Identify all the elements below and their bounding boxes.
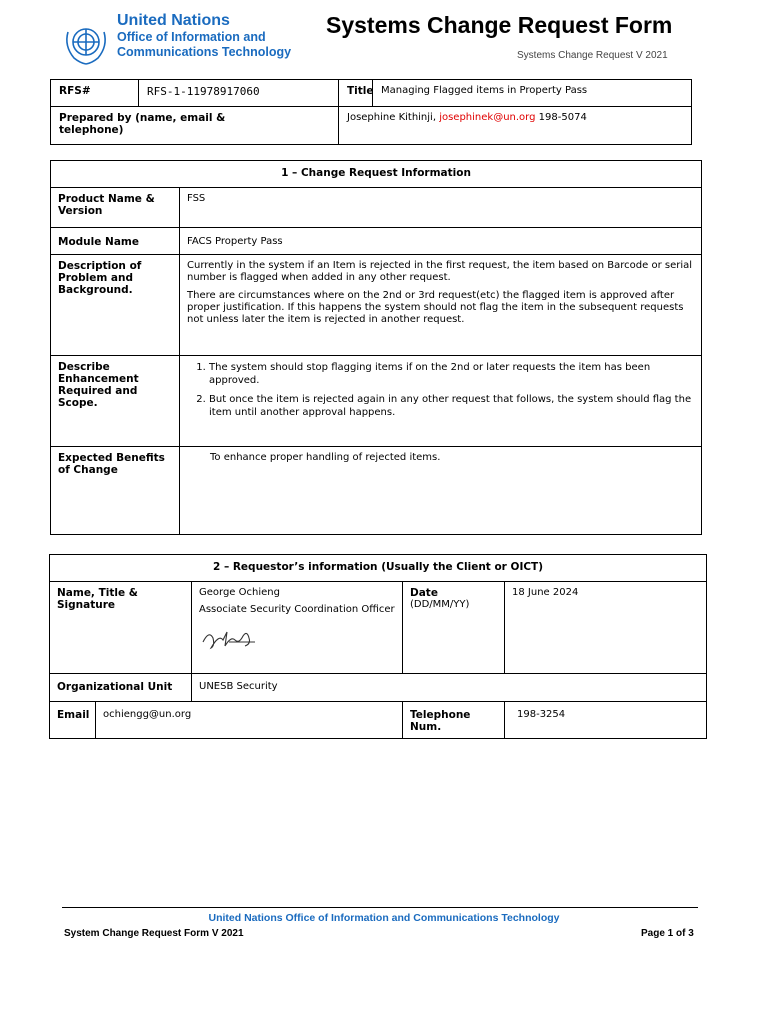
requestor-info-table bbox=[49, 554, 707, 739]
org-office: Office of Information and Communications Technology bbox=[117, 30, 292, 59]
title-value: Managing Flagged items in Property Pass bbox=[373, 80, 692, 107]
description-paragraph: There are circumstances where on the 2nd or 3rd request(etc) the flagged item is approved after proper justification. If this happens the system should not flag the item in the subsequent requests not unless later the item is rejected in another request. bbox=[187, 290, 684, 325]
module-value: FACS Property Pass bbox=[180, 228, 702, 255]
form-version: Systems Change Request V 2021 bbox=[517, 50, 668, 61]
prepared-label: Prepared by (name, email & telephone) bbox=[51, 107, 339, 145]
date-value: 18 June 2024 bbox=[505, 582, 707, 674]
product-value: FSS bbox=[180, 188, 702, 228]
phone-value: 198-3254 bbox=[505, 702, 707, 739]
enhancement-item: 2. But once the item is rejected again in any other request that follows, the system should flag the item until another approval happens. bbox=[209, 393, 694, 419]
benefits-label: Expected Benefits of Change bbox=[51, 447, 180, 535]
description-value bbox=[180, 255, 702, 356]
description-paragraph: Currently in the system if an Item is rejected in the first request, the item based on Barcode or serial number is flagged when added in any other request. bbox=[187, 260, 693, 283]
enhancement-value bbox=[180, 356, 702, 447]
prepared-email-link[interactable]: josephinek@un.org bbox=[439, 112, 536, 123]
change-request-info-table bbox=[50, 160, 702, 535]
page-number: Page 1 of 3 bbox=[641, 928, 694, 939]
description-label: Description of Problem and Background. bbox=[51, 255, 180, 356]
requestor-name: George Ochieng bbox=[199, 587, 280, 598]
prepared-value: Josephine Kithinji, josephinek@un.org 198-5074 bbox=[339, 107, 692, 145]
info-table bbox=[50, 79, 692, 145]
email-label: Email bbox=[50, 702, 96, 739]
phone-label: Telephone Num. bbox=[403, 702, 505, 739]
form-title: Systems Change Request Form bbox=[326, 12, 673, 38]
title-label: Title bbox=[339, 80, 373, 107]
footer-org: United Nations Office of Information and Communications Technology bbox=[208, 912, 560, 924]
section2-heading: 2 – Requestor’s information (Usually the Client or OICT) bbox=[50, 555, 707, 582]
module-label: Module Name bbox=[51, 228, 180, 255]
date-label-cell bbox=[403, 582, 505, 674]
benefits-value: To enhance proper handling of rejected items. bbox=[180, 447, 702, 535]
signature-image bbox=[199, 624, 259, 652]
date-label: Date bbox=[410, 587, 438, 599]
email-value: ochiengg@un.org bbox=[96, 702, 403, 739]
footer-divider bbox=[62, 907, 698, 908]
unit-value: UNESB Security bbox=[192, 674, 707, 702]
name-label: Name, Title & Signature bbox=[50, 582, 192, 674]
unit-label: Organizational Unit bbox=[50, 674, 192, 702]
rfs-label: RFS# bbox=[51, 80, 139, 107]
section1-heading: 1 – Change Request Information bbox=[51, 161, 702, 188]
product-label: Product Name & Version bbox=[51, 188, 180, 228]
requestor-title: Associate Security Coordination Officer bbox=[199, 604, 395, 615]
name-value bbox=[192, 582, 403, 674]
enhancement-item: 1. The system should stop flagging items if on the 2nd or later requests the item has been approved. bbox=[209, 361, 694, 387]
un-emblem-logo bbox=[60, 22, 112, 68]
org-name: United Nations bbox=[117, 12, 230, 29]
rfs-value: RFS-1-11978917060 bbox=[139, 80, 339, 107]
enhancement-label: Describe Enhancement Required and Scope. bbox=[51, 356, 180, 447]
date-format: (DD/MM/YY) bbox=[410, 599, 470, 610]
footer-form-name: System Change Request Form V 2021 bbox=[64, 928, 244, 939]
